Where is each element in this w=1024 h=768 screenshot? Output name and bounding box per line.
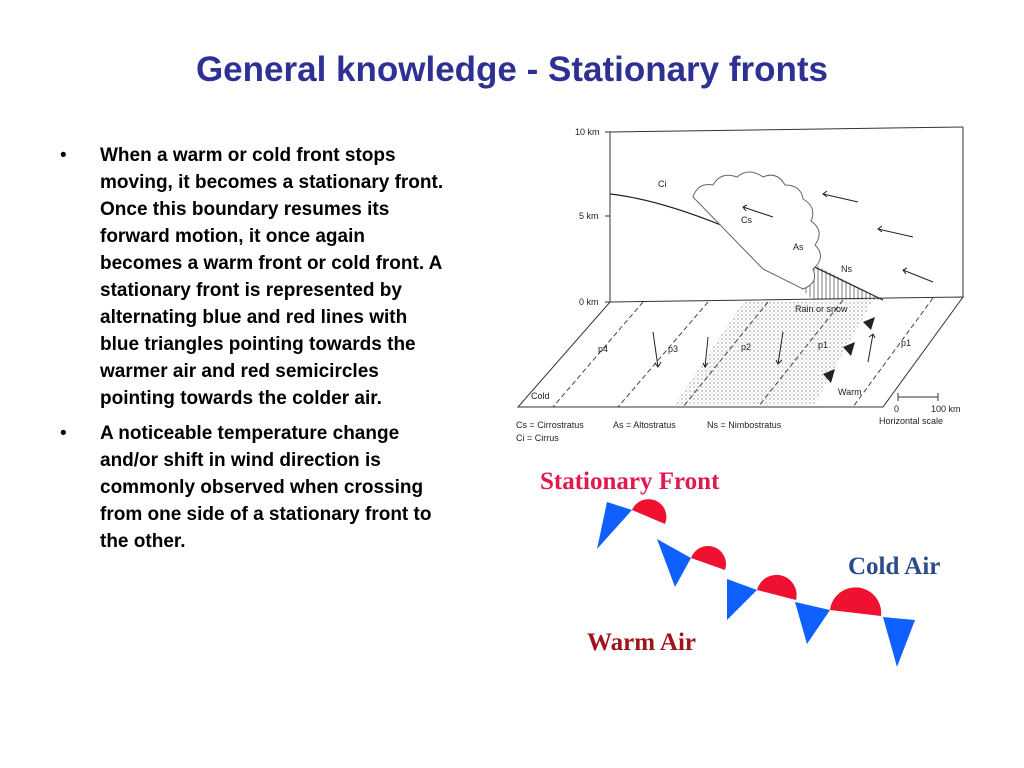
air-label-warm: Warm bbox=[838, 387, 862, 397]
warm-semicircle bbox=[830, 587, 881, 616]
scale-caption: Horizontal scale bbox=[879, 416, 944, 426]
legend-title: Stationary Front bbox=[540, 468, 720, 495]
cold-triangle bbox=[657, 539, 691, 587]
cloud-label-ns: Ns bbox=[841, 264, 852, 274]
scale-start-label: 0 bbox=[894, 404, 900, 414]
bullet-list bbox=[58, 142, 450, 563]
key-altostratus: As = Altostratus bbox=[613, 420, 676, 430]
warm-semicircle bbox=[691, 546, 726, 570]
key-cirrostratus: Cs = Cirrostratus bbox=[516, 420, 584, 430]
cold-triangle bbox=[883, 617, 915, 667]
pressure-label-p4: p4 bbox=[598, 344, 609, 354]
cloud-layer bbox=[693, 172, 821, 289]
key-cirrus: Ci = Cirrus bbox=[516, 433, 559, 442]
slide-title: General knowledge - Stationary fronts bbox=[195, 50, 829, 89]
altitude-label-10km: 10 km bbox=[575, 127, 600, 137]
warm-air-label: Warm Air bbox=[587, 629, 697, 656]
cold-triangle bbox=[795, 602, 830, 644]
front-cross-section-diagram bbox=[513, 122, 968, 442]
altitude-label-0km: 0 km bbox=[579, 297, 599, 307]
cold-air-label: Cold Air bbox=[848, 553, 941, 580]
bullet-text: When a warm or cold front stops moving, it becomes a stationary front. Once this boundary resumes its forward motion, it once again becomes a warm front or cold front. A stationary front is represented by alternating blue and red lines with blue triangles pointing towards the warmer air and red semicircles pointing towards the colder air. bbox=[100, 145, 444, 409]
pressure-label-p1-right: p1 bbox=[901, 338, 912, 348]
bullet-glyph: • bbox=[60, 145, 67, 166]
bullet-item bbox=[58, 420, 450, 555]
air-label-cold: Cold bbox=[531, 391, 550, 401]
cold-triangle bbox=[727, 579, 757, 620]
bullet-text: A noticeable temperature change and/or shift in wind direction is commonly observed when crossing from one side of a stationary front to the other. bbox=[100, 423, 432, 552]
cloud-label-cs: Cs bbox=[741, 215, 752, 225]
pressure-label-p1: p1 bbox=[818, 340, 829, 350]
pressure-label-p3: p3 bbox=[668, 344, 679, 354]
cloud-label-ci: Ci bbox=[658, 179, 667, 189]
key-nimbostratus: Ns = Nimbostratus bbox=[707, 420, 782, 430]
warm-semicircle bbox=[632, 499, 666, 524]
bullet-glyph: • bbox=[60, 423, 67, 444]
warm-semicircle bbox=[757, 575, 797, 600]
bullet-item bbox=[58, 142, 450, 412]
pressure-label-p2: p2 bbox=[741, 342, 752, 352]
precipitation-label: Rain or snow bbox=[795, 304, 848, 314]
stationary-front-legend bbox=[525, 462, 970, 677]
horizontal-scale-bar bbox=[898, 393, 938, 401]
scale-end-label: 100 km bbox=[931, 404, 961, 414]
cloud-label-as: As bbox=[793, 242, 804, 252]
cold-triangle bbox=[597, 502, 632, 549]
altitude-label-5km: 5 km bbox=[579, 211, 599, 221]
